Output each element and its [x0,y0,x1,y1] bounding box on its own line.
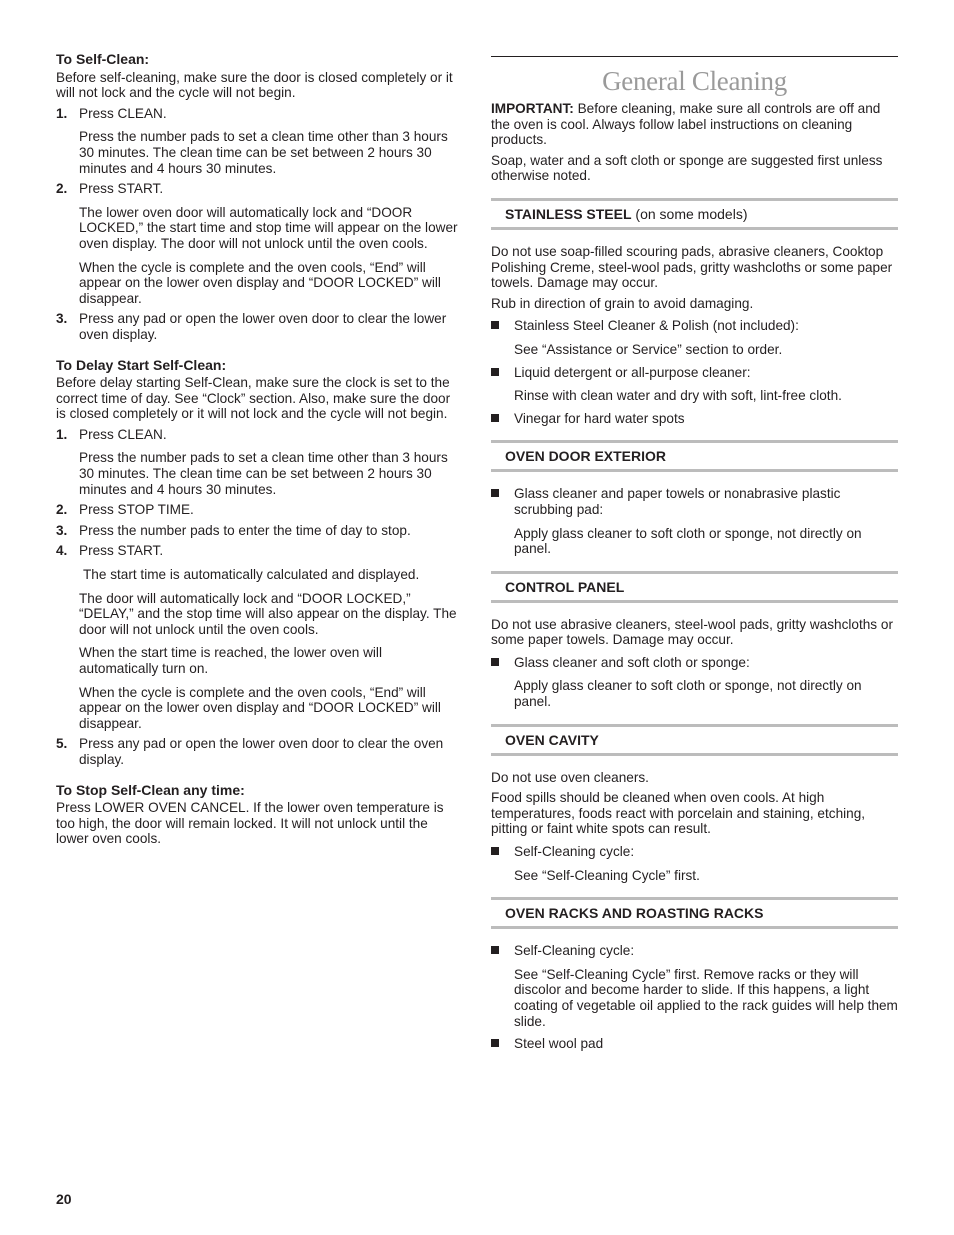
step-text: Press START. [79,543,164,559]
bullet-item [491,1036,898,1052]
section-heading: To Delay Start Self-Clean: [56,356,227,373]
step-text: Press STOP TIME. [79,502,194,518]
step-item [56,523,462,539]
section-title: OVEN CAVITY [505,731,599,748]
step-number: 5. [56,736,68,752]
important-label: IMPORTANT: [491,101,574,116]
bullet-item [491,318,898,334]
step-text: Press the number pads to enter the time of day to stop. [79,522,411,538]
section-title: CONTROL PANEL [505,578,625,595]
step-number: 4. [56,543,68,559]
bullet-square-icon [491,943,514,959]
cleaning-section [491,897,898,1052]
step-text: Press START. [79,181,164,197]
bullet-item [491,411,898,427]
delay-start-section [56,358,462,768]
bullet-text: Glass cleaner and soft cloth or sponge: [514,654,750,670]
body-text: Rub in direction of grain to avoid damaging. [491,295,754,311]
step-number: 3. [56,311,68,327]
step-detail: When the cycle is complete and the oven cools, “End” will appear on the lower oven display and “DOOR LOCKED” will disappear. [79,259,441,306]
step-detail: Press the number pads to set a clean time other than 3 hours 30 minutes. The clean time can be set between 2 hours 30 minutes and 4 hours 30 minutes. [79,450,448,497]
body-text: Do not use oven cleaners. [491,769,649,785]
section-heading: To Self-Clean: [56,51,150,67]
bullet-square-icon [491,411,514,427]
body-text: Do not use abrasive cleaners, steel-wool pads, gritty washcloths or some paper towels. Damage may occur. [491,616,893,648]
bullet-detail: Apply glass cleaner to soft cloth or sponge, not directly on panel. [514,525,862,557]
bullet-text: Liquid detergent or all-purpose cleaner: [514,364,751,380]
bullet-detail: See “Assistance or Service” section to order. [514,341,783,357]
section-header [491,440,898,472]
bullet-item [491,486,898,517]
step-list [56,427,462,768]
step-text: Press any pad or open the lower oven door to clear the oven display. [79,736,444,767]
important-note [491,101,898,148]
page-title: General Cleaning [602,66,787,96]
step-number: 1. [56,105,68,121]
section-title: OVEN RACKS AND ROASTING RACKS [505,905,764,922]
step-detail: When the start time is reached, the lower oven will automatically turn on. [79,645,382,676]
bullet-square-icon [491,655,514,671]
step-number: 2. [56,502,68,518]
bullet-text: Vinegar for hard water spots [514,410,685,426]
section-header [491,897,898,929]
bullet-item [491,365,898,381]
bullet-item [491,844,898,860]
bullet-text: Glass cleaner and paper towels or nonabrasive plastic scrubbing pad: [514,486,841,517]
bullet-square-icon [491,365,514,381]
bullet-text: Stainless Steel Cleaner & Polish (not included): [514,318,799,334]
bullet-detail: See “Self-Cleaning Cycle” first. Remove racks or they will discolor and become harder to slide. If this happens, a light coating of vegetable oil applied to the rack guides will help them slide. [514,966,898,1029]
important-text: Before cleaning, make sure all controls are off and the oven is cool. Always follow label instructions on cleaning products. [491,101,881,148]
bullet-text: Self-Cleaning cycle: [514,943,635,959]
bullet-square-icon [491,844,514,860]
section-title: STAINLESS STEEL [505,205,632,222]
step-detail: When the cycle is complete and the oven cools, “End” will appear on the lower oven display and “DOOR LOCKED” will disappear. [79,684,441,731]
step-number: 2. [56,181,68,197]
step-item [56,106,462,122]
section-title: OVEN DOOR EXTERIOR [505,448,667,465]
soap-note: Soap, water and a soft cloth or sponge are suggested first unless otherwise noted. [491,152,883,184]
intro-text: Before self-cleaning, make sure the door is closed completely or it will not lock and the cycle will not begin. [56,69,453,101]
step-item [56,181,462,197]
stop-clean-section [56,783,462,847]
bullet-text: Steel wool pad [514,1036,604,1052]
cleaning-sections [491,198,898,1052]
bullet-text: Self-Cleaning cycle: [514,844,635,860]
body-text: Food spills should be cleaned when oven cools. At high temperatures, foods react with porcelain and staining, etching, pitting or faint white spots can result. [491,790,866,837]
step-item [56,311,462,342]
cleaning-section [491,440,898,556]
step-number: 1. [56,426,68,442]
section-title-note: (on some models) [631,205,748,222]
intro-text: Before delay starting Self-Clean, make sure the clock is set to the correct time of day. See “Clock” section. Also, make sure the door is closed completely or it will not lock and the cycle will not begin. [56,375,451,422]
step-detail: The lower oven door will automatically lock and “DOOR LOCKED,” the start time and stop time will appear on the lower oven display. The door will not unlock until the oven cools. [79,204,458,251]
step-text: Press CLEAN. [79,426,167,442]
section-header [491,724,898,756]
step-text: Press CLEAN. [79,105,167,121]
bullet-square-icon [491,1036,514,1052]
step-text: Press any pad or open the lower oven door to clear the lower oven display. [79,311,447,342]
step-number: 3. [56,522,68,538]
bullet-detail: See “Self-Cleaning Cycle” first. [514,867,700,883]
left-column [56,52,462,847]
step-detail: Press the number pads to set a clean time other than 3 hours 30 minutes. The clean time can be set between 2 hours 30 minutes and 4 hours 30 minutes. [79,129,448,176]
cleaning-section [491,724,898,884]
section-header [491,198,898,230]
bullet-square-icon [491,486,514,517]
step-detail: The start time is automatically calculated and displayed. [83,567,420,583]
section-header [491,571,898,603]
bullet-item [491,655,898,671]
step-list [56,106,462,343]
step-item [56,543,462,559]
step-item [56,427,462,443]
cleaning-section [491,571,898,710]
bullet-item [491,943,898,959]
page-number: 20 [56,1191,72,1207]
body-text: Press LOWER OVEN CANCEL. If the lower oven temperature is too high, the door will remain locked. It will not unlock until the lower oven cools. [56,800,444,847]
step-item [56,736,462,767]
bullet-detail: Rinse with clean water and dry with soft, lint-free cloth. [514,388,842,404]
body-text: Do not use soap-filled scouring pads, abrasive cleaners, Cooktop Polishing Creme, steel-wool pads, gritty washcloths or some paper towels. Damage may occur. [491,243,893,291]
cleaning-section [491,198,898,426]
section-heading: To Stop Self-Clean any time: [56,781,245,798]
right-column [491,56,898,1052]
step-detail: The door will automatically lock and “DOOR LOCKED,” “DELAY,” and the stop time will also appear on the display. The door will not unlock until the oven cools. [79,590,457,637]
step-item [56,502,462,518]
bullet-detail: Apply glass cleaner to soft cloth or sponge, not directly on panel. [514,678,862,710]
title-rule [491,56,898,57]
bullet-square-icon [491,318,514,334]
self-clean-section [56,52,462,343]
